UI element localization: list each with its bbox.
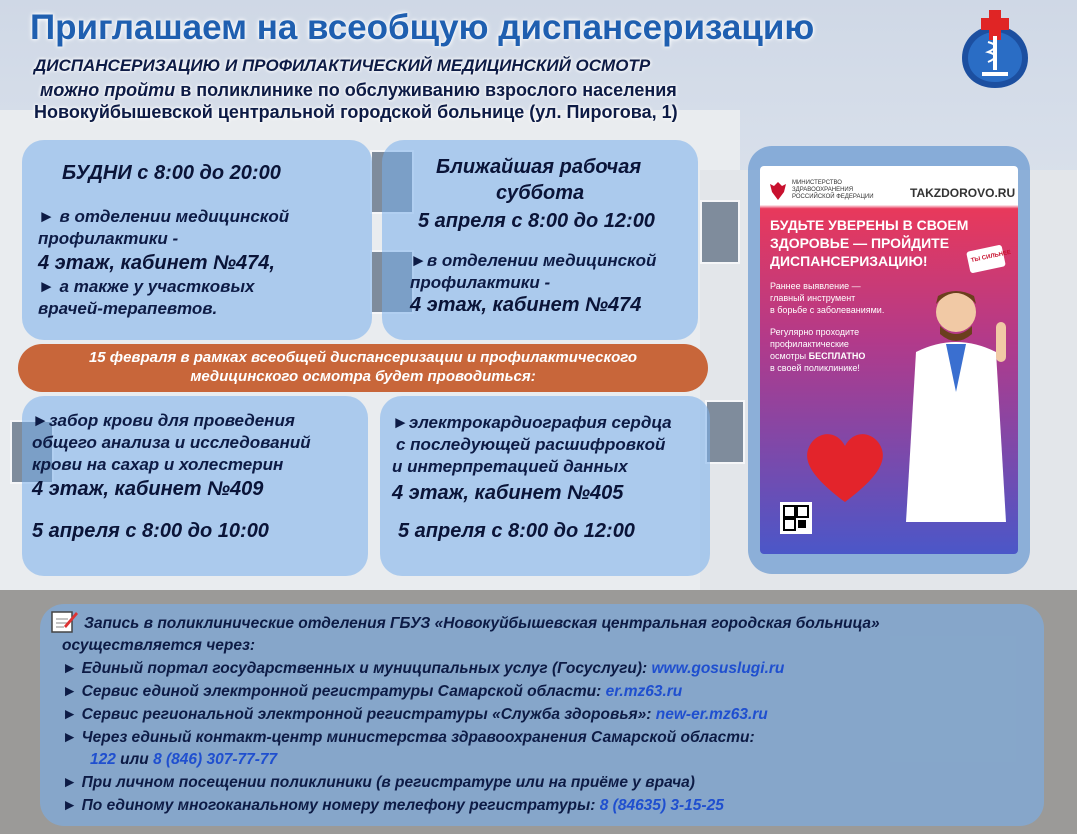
registration-r6-text: ► По единому многоканальному номеру телефону регистратуры: [62,797,600,814]
saturday-heading-b: суббота [496,182,585,204]
qr-code-icon [780,502,812,534]
phone-122-link[interactable]: 122 [90,751,116,768]
phone-contact-center-link[interactable]: 8 (846) 307-77-77 [153,751,278,768]
blood-line-c: крови на сахар и холестерин [32,455,284,474]
poster-p2-a: Регулярно проходите [770,327,860,337]
registration-row-contact-numbers [90,751,277,769]
announcement-line-2: медицинского осмотра будет проводиться: [190,368,536,385]
phone-registry-link[interactable]: 8 (84635) 3-15-25 [599,797,724,814]
poster-ministry [792,180,874,201]
registration-r3-text: ► Сервис региональной электронной регистратуры «Служба здоровья»: [62,706,656,723]
ecg-time: 5 апреля с 8:00 до 12:00 [398,520,635,542]
subtitle-italic: можно пройти [40,80,176,100]
registration-row-visit: ► При личном посещении поликлиники (в регистратуре или на приёме у врача) [62,774,695,791]
announcement-text [18,348,708,386]
registration-r2-text: ► Сервис единой электронной регистратуры Самарской области: [62,683,606,700]
poster-p2-c-pre: осмотры [770,351,809,361]
poster-p2-c-bold: БЕСПЛАТНО [808,351,866,361]
poster-p2-d: в своей поликлинике! [770,363,860,373]
saturday-room: 4 этаж, кабинет №474 [410,294,642,316]
page-title: Приглашаем на всеобщую диспансеризацию [30,8,815,47]
weekdays-item2-a: ► а также у участковых [38,277,255,296]
weekdays-heading: БУДНИ с 8:00 до 20:00 [62,162,281,184]
hospital-emblem [958,10,1032,90]
weekdays-item1-a: ► в отделении медицинской [38,207,290,226]
subtitle-line-1: ДИСПАНСЕРИЗАЦИЮ И ПРОФИЛАКТИЧЕСКИЙ МЕДИЦИНСКИЙ ОСМОТР [34,56,651,75]
new-er-mz63-link[interactable]: new-er.mz63.ru [655,706,768,723]
poster-para-1 [770,280,884,316]
poster-p1-c: в борьбе с заболеваниями. [770,305,885,315]
poster-ministry-c: РОССИЙСКОЙ ФЕДЕРАЦИИ [792,194,874,200]
poster-badge-text: ТЫ СИЛЬНЕЕ [970,249,1012,265]
weekdays-item1-b: профилактики - [38,229,179,248]
poster-headline [770,216,968,270]
announcement-line-1: 15 февраля в рамках всеобщей диспансеризации и профилактического [88,349,638,366]
window [700,200,740,264]
poster-p1-b: главный инструмент [770,293,856,303]
heart-icon [800,426,890,506]
poster-headline-a: БУДЬТЕ УВЕРЕНЫ В СВОЕМ [770,217,969,233]
registration-row-contact-center: ► Через единый контакт-центр министерства здравоохранения Самарской области: [62,729,755,746]
registration-row-er [62,683,682,701]
weekdays-item2-b: врачей-терапевтов. [38,299,218,318]
registration-row-new-er [62,706,768,724]
poster-p1-a: Раннее выявление — [770,281,861,291]
registration-intro-b: осуществляется через: [62,637,256,654]
weekdays-room: 4 этаж, кабинет №474, [38,252,275,274]
registration-r4-or: или [115,751,154,768]
blood-time: 5 апреля с 8:00 до 10:00 [32,520,269,542]
poster-badge [966,244,1012,273]
ecg-room: 4 этаж, кабинет №405 [392,482,624,504]
ministry-eagle-icon [768,180,788,202]
saturday-date: 5 апреля с 8:00 до 12:00 [418,210,655,232]
emblem-icon [958,10,1032,90]
registration-row-phone [62,797,724,815]
ecg-line-b: с последующей расшифровкой [396,435,666,454]
saturday-item-a: ►в отделении медицинской [410,251,657,270]
poster [760,166,1018,554]
registration-row-gosuslugi [62,660,784,678]
window [705,400,745,464]
notepad-pencil-icon [50,608,78,634]
poster-headline-b: ЗДОРОВЬЕ — ПРОЙДИТЕ [770,235,950,251]
poster-p2-b: профилактические [770,339,849,349]
poster-site: TAKZDOROVO.RU [910,186,1016,200]
blood-room: 4 этаж, кабинет №409 [32,478,264,500]
saturday-heading-a: Ближайшая рабочая [436,156,642,178]
registration-intro-a: Запись в поликлинические отделения ГБУЗ «Новокуйбышевская центральная городская больница» [84,615,880,632]
gosuslugi-link[interactable]: www.gosuslugi.ru [651,660,785,677]
saturday-item-b: профилактики - [410,273,551,292]
ecg-line-c: и интерпретацией данных [392,457,628,476]
ecg-line-a: ►электрокардиография сердца [392,413,672,432]
registration-r1-text: ► Единый портал государственных и муниципальных услуг (Госуслуги): [62,660,652,677]
blood-line-b: общего анализа и исследований [32,433,311,452]
subtitle-line-2 [40,80,677,101]
doctor-illustration-icon [896,282,1016,552]
er-mz63-link[interactable]: er.mz63.ru [605,683,683,700]
blood-line-a: ►забор крови для проведения [32,411,295,430]
poster-ministry-a: МИНИСТЕРСТВО [792,180,842,186]
subtitle-rest: в поликлинике по обслуживанию взрослого населения [175,80,677,100]
poster-para-2 [770,326,865,374]
subtitle-line-3: Новокуйбышевской центральной городской больнице (ул. Пирогова, 1) [34,102,678,122]
poster-headline-c: ДИСПАНСЕРИЗАЦИЮ! [770,253,928,269]
poster-ministry-b: ЗДРАВООХРАНЕНИЯ [792,187,854,193]
